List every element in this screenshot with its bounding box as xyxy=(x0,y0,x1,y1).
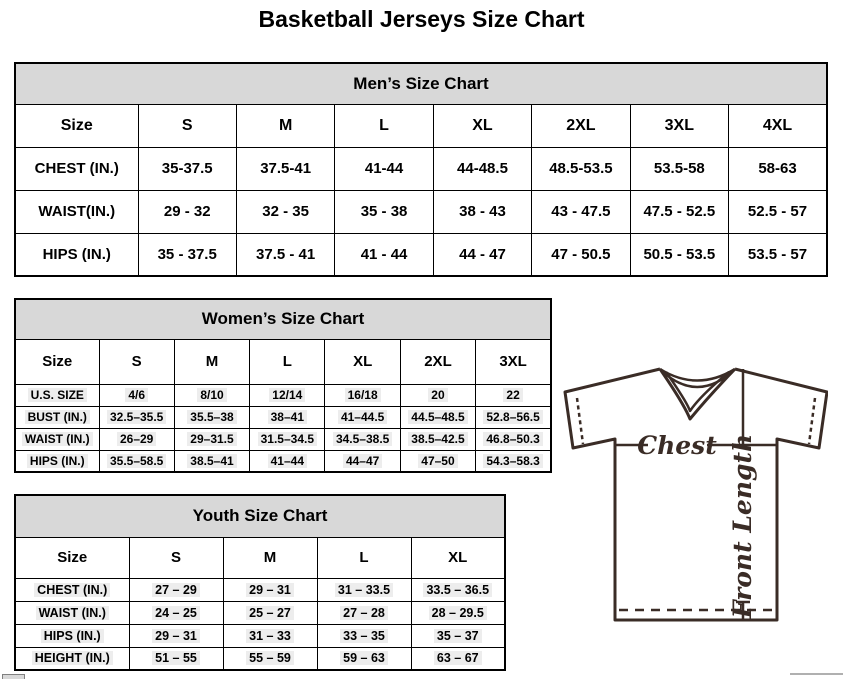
row-label: WAIST(IN.) xyxy=(15,190,138,233)
row-label: HIPS (IN.) xyxy=(15,233,138,276)
row-label: CHEST (IN.) xyxy=(15,147,138,190)
value-cell: 8/10 xyxy=(174,384,249,406)
column-header: M xyxy=(236,104,334,147)
value-cell: 55 – 59 xyxy=(223,647,317,670)
value-cell: 44.5–48.5 xyxy=(400,406,475,428)
size-table xyxy=(14,62,828,277)
value-cell: 53.5-58 xyxy=(630,147,728,190)
value-cell: 35.5–58.5 xyxy=(99,450,174,472)
table-title: Women’s Size Chart xyxy=(15,299,551,339)
value-cell: 43 - 47.5 xyxy=(532,190,630,233)
size-table xyxy=(14,298,552,473)
column-header: Size xyxy=(15,339,99,384)
column-header: Size xyxy=(15,104,138,147)
value-cell: 35.5–38 xyxy=(174,406,249,428)
value-cell: 29 - 32 xyxy=(138,190,236,233)
value-cell: 48.5-53.5 xyxy=(532,147,630,190)
row-label: U.S. SIZE xyxy=(15,384,99,406)
value-cell: 44 - 47 xyxy=(433,233,531,276)
column-header: L xyxy=(317,537,411,578)
value-cell: 47.5 - 52.5 xyxy=(630,190,728,233)
value-cell: 54.3–58.3 xyxy=(476,450,551,472)
value-cell: 32.5–35.5 xyxy=(99,406,174,428)
value-cell: 35 - 38 xyxy=(335,190,433,233)
column-header: M xyxy=(174,339,249,384)
left-sleeve-seam-dashed xyxy=(577,398,583,444)
value-cell: 31 – 33.5 xyxy=(317,578,411,601)
column-header: S xyxy=(129,537,223,578)
mens-size-table xyxy=(14,62,828,277)
value-cell: 29 – 31 xyxy=(129,624,223,647)
value-cell: 27 – 29 xyxy=(129,578,223,601)
row-label: HEIGHT (IN.) xyxy=(15,647,129,670)
table-title: Youth Size Chart xyxy=(15,495,505,537)
table-title-row xyxy=(15,299,551,339)
value-cell: 46.8–50.3 xyxy=(476,428,551,450)
column-header: XL xyxy=(325,339,400,384)
value-cell: 27 – 28 xyxy=(317,601,411,624)
value-cell: 50.5 - 53.5 xyxy=(630,233,728,276)
table-row xyxy=(15,624,505,647)
row-label: CHEST (IN.) xyxy=(15,578,129,601)
value-cell: 47 - 50.5 xyxy=(532,233,630,276)
value-cell: 53.5 - 57 xyxy=(729,233,827,276)
column-header: L xyxy=(335,104,433,147)
cutoff-gray-line-artifact xyxy=(790,673,843,675)
value-cell: 38.5–41 xyxy=(174,450,249,472)
table-title-row xyxy=(15,63,827,104)
column-header: XL xyxy=(433,104,531,147)
column-header: M xyxy=(223,537,317,578)
value-cell: 12/14 xyxy=(250,384,325,406)
table-row xyxy=(15,190,827,233)
value-cell: 35 - 37.5 xyxy=(138,233,236,276)
value-cell: 44-48.5 xyxy=(433,147,531,190)
table-row xyxy=(15,428,551,450)
value-cell: 34.5–38.5 xyxy=(325,428,400,450)
value-cell: 44–47 xyxy=(325,450,400,472)
column-header: XL xyxy=(411,537,505,578)
column-header: S xyxy=(99,339,174,384)
row-label: BUST (IN.) xyxy=(15,406,99,428)
value-cell: 16/18 xyxy=(325,384,400,406)
value-cell: 58-63 xyxy=(729,147,827,190)
value-cell: 63 – 67 xyxy=(411,647,505,670)
column-header: 3XL xyxy=(476,339,551,384)
table-row xyxy=(15,147,827,190)
value-cell: 4/6 xyxy=(99,384,174,406)
value-cell: 52.8–56.5 xyxy=(476,406,551,428)
value-cell: 26–29 xyxy=(99,428,174,450)
size-table xyxy=(14,494,506,671)
value-cell: 47–50 xyxy=(400,450,475,472)
column-header: S xyxy=(138,104,236,147)
value-cell: 35-37.5 xyxy=(138,147,236,190)
value-cell: 31 – 33 xyxy=(223,624,317,647)
cutoff-gray-cell-artifact xyxy=(2,674,25,679)
table-row xyxy=(15,450,551,472)
value-cell: 33.5 – 36.5 xyxy=(411,578,505,601)
table-row xyxy=(15,406,551,428)
value-cell: 51 – 55 xyxy=(129,647,223,670)
jersey-outline xyxy=(565,369,827,620)
row-label: WAIST (IN.) xyxy=(15,428,99,450)
value-cell: 22 xyxy=(476,384,551,406)
value-cell: 25 – 27 xyxy=(223,601,317,624)
value-cell: 29 – 31 xyxy=(223,578,317,601)
value-cell: 38.5–42.5 xyxy=(400,428,475,450)
womens-size-table xyxy=(14,298,552,473)
column-header: 2XL xyxy=(532,104,630,147)
table-row xyxy=(15,647,505,670)
table-row xyxy=(15,578,505,601)
row-label: WAIST (IN.) xyxy=(15,601,129,624)
front-length-label: Front Length xyxy=(728,433,757,619)
value-cell: 52.5 - 57 xyxy=(729,190,827,233)
value-cell: 38 - 43 xyxy=(433,190,531,233)
right-sleeve-seam-dashed xyxy=(809,398,815,444)
value-cell: 20 xyxy=(400,384,475,406)
table-row xyxy=(15,384,551,406)
table-title-row xyxy=(15,495,505,537)
column-header: 3XL xyxy=(630,104,728,147)
table-title: Men’s Size Chart xyxy=(15,63,827,104)
value-cell: 59 – 63 xyxy=(317,647,411,670)
row-label: HIPS (IN.) xyxy=(15,450,99,472)
column-header-row xyxy=(15,104,827,147)
value-cell: 37.5 - 41 xyxy=(236,233,334,276)
value-cell: 29–31.5 xyxy=(174,428,249,450)
column-header: Size xyxy=(15,537,129,578)
column-header-row xyxy=(15,537,505,578)
value-cell: 32 - 35 xyxy=(236,190,334,233)
page-title: Basketball Jerseys Size Chart xyxy=(258,6,585,32)
youth-size-table xyxy=(14,494,506,671)
value-cell: 41 - 44 xyxy=(335,233,433,276)
column-header: 4XL xyxy=(729,104,827,147)
value-cell: 28 – 29.5 xyxy=(411,601,505,624)
value-cell: 41–44 xyxy=(250,450,325,472)
column-header: L xyxy=(250,339,325,384)
column-header: 2XL xyxy=(400,339,475,384)
value-cell: 37.5-41 xyxy=(236,147,334,190)
table-row xyxy=(15,601,505,624)
value-cell: 24 – 25 xyxy=(129,601,223,624)
value-cell: 33 – 35 xyxy=(317,624,411,647)
row-label: HIPS (IN.) xyxy=(15,624,129,647)
chest-label: Chest xyxy=(637,431,717,460)
value-cell: 35 – 37 xyxy=(411,624,505,647)
jersey-measurement-diagram xyxy=(556,356,828,632)
value-cell: 31.5–34.5 xyxy=(250,428,325,450)
table-row xyxy=(15,233,827,276)
column-header-row xyxy=(15,339,551,384)
value-cell: 41-44 xyxy=(335,147,433,190)
value-cell: 41–44.5 xyxy=(325,406,400,428)
value-cell: 38–41 xyxy=(250,406,325,428)
